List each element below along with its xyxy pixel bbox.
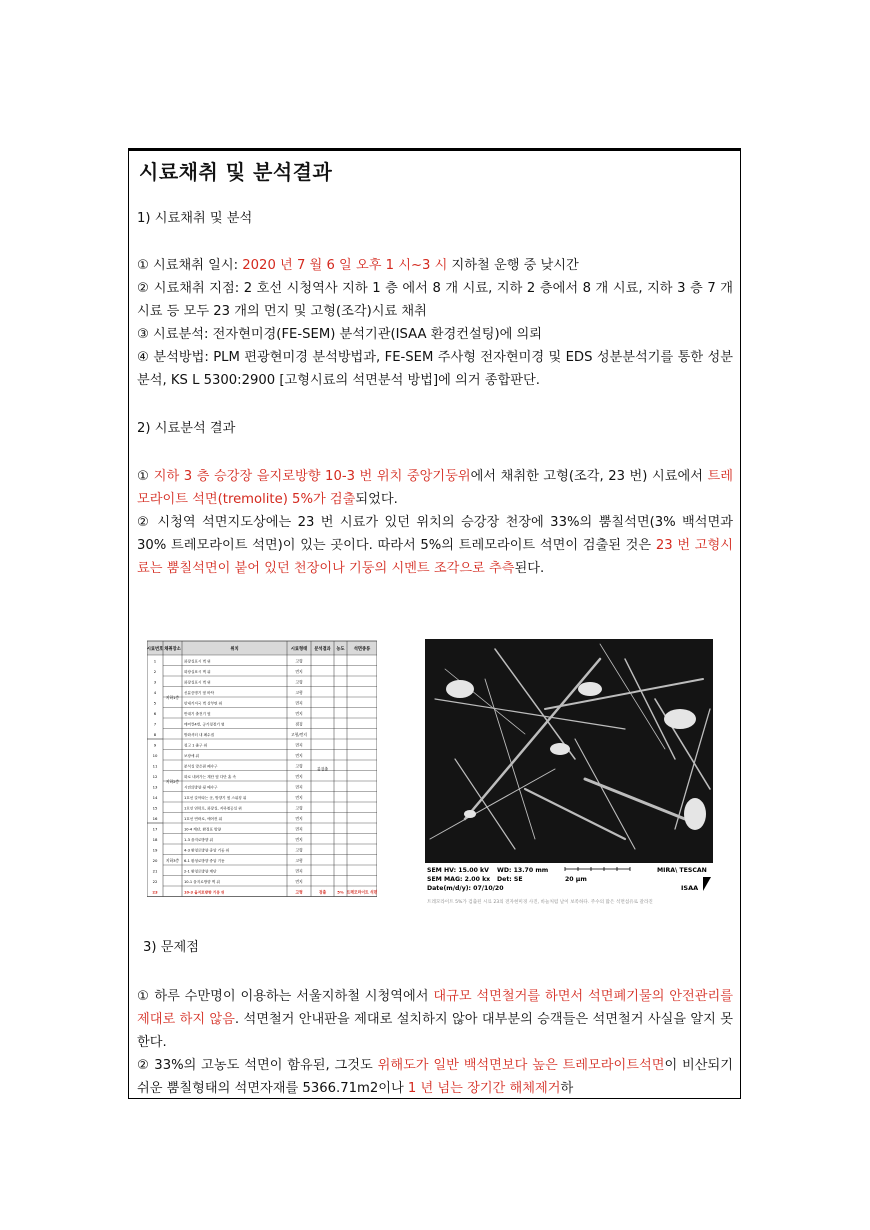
sem-brand: MIRA\ TESCAN	[657, 867, 707, 874]
not-detected-label: 불검출	[316, 766, 329, 772]
table-cell: 먼지	[295, 878, 303, 884]
table-cell: 17	[152, 826, 158, 832]
table-cell: 15	[152, 805, 158, 811]
s3p1-issue: 대규모 석면철거를 하면서 석면폐기물의 안전관리를 제대로 하지 않음	[137, 989, 733, 1027]
table-cell: 6-1 환청로방향 중앙 기둥	[184, 858, 225, 863]
table-cell: 고형	[295, 689, 303, 695]
table-cell: 먼지	[295, 668, 303, 674]
table-cell: 10	[152, 752, 158, 758]
p1-text: 에서 채취한 고형(조각, 23 번) 시료에서	[470, 469, 708, 484]
table-cell: 안내기지국 벽 상부면 위	[184, 701, 223, 706]
table-cell: 고형	[295, 658, 303, 664]
p1-location: 지하 3 층 승강장 을지로방향 10-3 번 위치 중앙기둥위	[153, 469, 471, 484]
table-header-cell: 농도	[336, 647, 345, 652]
table-cell: 먼지	[295, 826, 303, 832]
table-cell: 21	[152, 868, 158, 874]
table-cell: 먼지	[295, 784, 303, 790]
group-b2: 지하2층	[165, 779, 180, 784]
table-cell: 4-3 환청로방향 중앙 기둥 위	[184, 848, 230, 853]
section1-item2: ② 시료채취 지점: 2 호선 시청역사 지하 1 층 에서 8 개 시료, 지하 2 층에서 8 개 시료, 지하 3 층 7 개 시료 등 모두 23 개의 먼지 및 고형(조각)시료 채취	[137, 281, 733, 319]
table-cell: 19	[152, 847, 158, 853]
p2-end: 된다.	[514, 561, 545, 576]
s3p2-mid: 이 비산되기 쉬운 뿜칠형태의 석면자재를 5366.71m2이나	[137, 1058, 733, 1096]
table-cell: 에어컨4번, 공기청정기 옆	[184, 722, 225, 727]
table-cell: 고형	[295, 857, 303, 863]
table-header-cell: 채취장소	[164, 647, 181, 652]
table-cell: 먼지	[295, 836, 303, 842]
item1-suffix: 지하철 운행 중 낮시간	[447, 258, 579, 273]
table-cell: 시민의방향 뒷 배수구	[184, 785, 218, 790]
table-cell: 23	[152, 889, 158, 895]
table-cell: 고형	[295, 847, 303, 853]
table-cell: 고형	[295, 679, 303, 685]
p1-end: 되었다.	[355, 492, 398, 507]
p1-marker: ①	[137, 469, 154, 484]
table-cell: 2-1 환청로방향 계단	[184, 869, 217, 874]
section2-paragraph2	[137, 511, 733, 580]
p2-text: ② 시청역 석면지도상에는 23 번 시료가 있던 위치의 승강장 천장에 33%의 뿜칠석면(3% 백석면과 30% 트레모라이트 석면)이 있는 곳이다. 따라서 5%의 트레모라이트 석면이 검출된 것은	[137, 515, 733, 553]
sem-caption: 트레모라이트 5%가 검출된 시료 23의 전자현미경 사진, 바늘처럼 날이 보족하다. 주수의 많은 석면섬유로 갈라진	[427, 900, 653, 905]
table-cell: 신분증명기 옆 바닥	[184, 690, 215, 695]
table-cell: 4	[153, 689, 157, 695]
table-cell: 화장실표시 벽 위	[184, 659, 211, 664]
document-frame	[128, 148, 741, 1099]
table-cell: 6	[153, 710, 157, 716]
table-cell: 1	[153, 658, 157, 664]
s3p2-end: 하	[560, 1081, 574, 1096]
table-cell: 고형	[295, 889, 303, 895]
table-cell: 5%	[337, 889, 344, 895]
table-cell: 보장애 위	[184, 753, 200, 758]
table-cell: 18	[152, 836, 158, 842]
table-cell: 고형	[295, 763, 303, 769]
table-cell: 점검	[295, 721, 303, 727]
section3-paragraph2	[137, 1054, 733, 1099]
table-cell: 13	[152, 784, 158, 790]
s3p1-end: . 석면철거 안내판을 제대로 설치하지 않아 대부분의 승객들은 석면철거 사실을 알지 못한다.	[137, 1012, 733, 1050]
table-cell: 11	[152, 763, 158, 769]
table-cell: 3	[153, 679, 157, 685]
sample-table	[147, 639, 377, 909]
table-cell: 화로 내려가는 계단 옆 다단 홈 속	[184, 774, 236, 779]
table-cell: 방화셔터 내 폐수집	[184, 732, 215, 737]
table-cell: 22	[152, 878, 158, 884]
sem-mag: SEM MAG: 2.00 kx	[427, 876, 491, 883]
s3p1-text: ① 하루 수만명이 이용하는 서울지하철 시청역에서	[137, 989, 434, 1004]
table-header-cell: 분석결과	[314, 647, 331, 652]
table-cell: 고형	[295, 805, 303, 811]
sem-wd: WD: 13.70 mm	[497, 867, 549, 874]
group-b3: 지하3층	[165, 857, 180, 863]
table-cell: 반대기 출전기 옆	[184, 711, 211, 716]
table-cell: 16	[152, 815, 158, 821]
table-cell: 고형/먼지	[291, 731, 307, 737]
table-cell: 먼지	[295, 794, 303, 800]
sem-date: Date(m/d/y): 07/10/20	[427, 885, 504, 892]
s3p2-risk: 위해도가 일반 백석면보다 높은 트레모라이트석면	[377, 1058, 665, 1073]
table-cell: 7	[153, 721, 157, 727]
table-cell: 먼지	[295, 700, 303, 706]
table-cell: 먼지	[295, 868, 303, 874]
table-cell: 먼지	[295, 742, 303, 748]
sem-hv: SEM HV: 15.00 kV	[427, 867, 489, 874]
table-cell: 1호선 연락로, 에어컨 위	[184, 816, 223, 821]
section2-heading: 2) 시료분석 결과	[137, 421, 236, 436]
isaa-logo: ISAA	[681, 884, 699, 892]
section3-heading: 3) 문제점	[143, 940, 199, 955]
table-cell: 분석실 맞은편 폐수구	[184, 764, 218, 769]
p2-inference: 23 번 고형시료는 뿜칠석면이 붙어 있던 천장이나 기둥의 시멘트 조각으로 추측	[137, 538, 733, 576]
sem-micrograph	[425, 639, 713, 911]
table-header-cell: 시료형태	[290, 647, 308, 652]
table-header-cell: 위치	[230, 647, 239, 652]
table-cell: 10-4 계단, 환경표 방향	[184, 827, 222, 832]
table-cell: 먼지	[295, 815, 303, 821]
item1-datetime: 2020 년 7 월 6 일 오후 1 시~3 시	[242, 258, 448, 273]
table-cell: 청고 1 출구 위	[184, 743, 208, 748]
group-b1: 지하1층	[165, 695, 180, 700]
table-cell: 10-1 을지로방향 벽 위	[184, 879, 220, 884]
section1-item4: ④ 분석방법: PLM 편광현미경 분석방법과, FE-SEM 주사형 전자현미경 및 EDS 성분분석기를 통한 성분분석, KS L 5300:2900 [고형시료의 석면분석 방법]에 의거 종합판단.	[137, 350, 733, 388]
table-cell: 먼지	[295, 752, 303, 758]
sem-scale: 20 µm	[565, 876, 587, 883]
table-cell: 1-3 을지로방향 위	[184, 837, 213, 842]
sample-table-image	[147, 639, 377, 909]
table-cell: 8	[153, 731, 157, 737]
s3p2-duration: 1 년 넘는 장기간 해체제거	[407, 1081, 561, 1096]
table-cell: 먼지	[295, 773, 303, 779]
table-cell: 검출	[318, 889, 327, 895]
table-cell: 먼지	[295, 710, 303, 716]
table-cell: 화장실표시 벽 위	[184, 669, 211, 674]
table-cell: 화장실표시 벽 위	[184, 680, 211, 685]
s3p2-text: ② 33%의 고농도 석면이 함유된, 그것도	[137, 1058, 378, 1073]
table-cell: 20	[152, 857, 158, 863]
section1-item3: ③ 시료분석: 전자현미경(FE-SEM) 분석기관(ISAA 환경컨설팅)에 의뢰	[137, 327, 542, 342]
p1-result: 트레모라이트 석면(tremolite) 5%가 검출	[137, 469, 733, 507]
table-header-cell: 석면종류	[353, 647, 371, 652]
table-cell: 12	[152, 773, 158, 779]
table-header-cell: 시료번호	[147, 647, 164, 652]
page-title: 시료채취 및 분석결과	[139, 160, 333, 184]
table-cell: 10-3 을지로방향 기둥 위	[184, 890, 225, 895]
item1-label: ① 시료채취 일시:	[137, 258, 243, 273]
table-cell: 14	[152, 794, 158, 800]
table-cell: 2	[153, 668, 157, 674]
table-cell: 트레모라이트 석면	[346, 889, 377, 895]
table-cell: 5	[153, 700, 157, 706]
table-cell: 1호선 연락로, 화장실, 지하철공실 위	[184, 806, 242, 811]
section1-heading: 1) 시료채취 및 분석	[137, 211, 253, 226]
table-cell: 1호선 갈아타는 곳, 방향기 옆 스위칭 위	[184, 795, 247, 800]
table-cell: 9	[153, 742, 157, 748]
section1-item1	[137, 254, 733, 277]
section2-paragraph1	[137, 465, 733, 511]
sem-det: Det: SE	[497, 876, 523, 883]
section3-paragraph1	[137, 985, 733, 1054]
